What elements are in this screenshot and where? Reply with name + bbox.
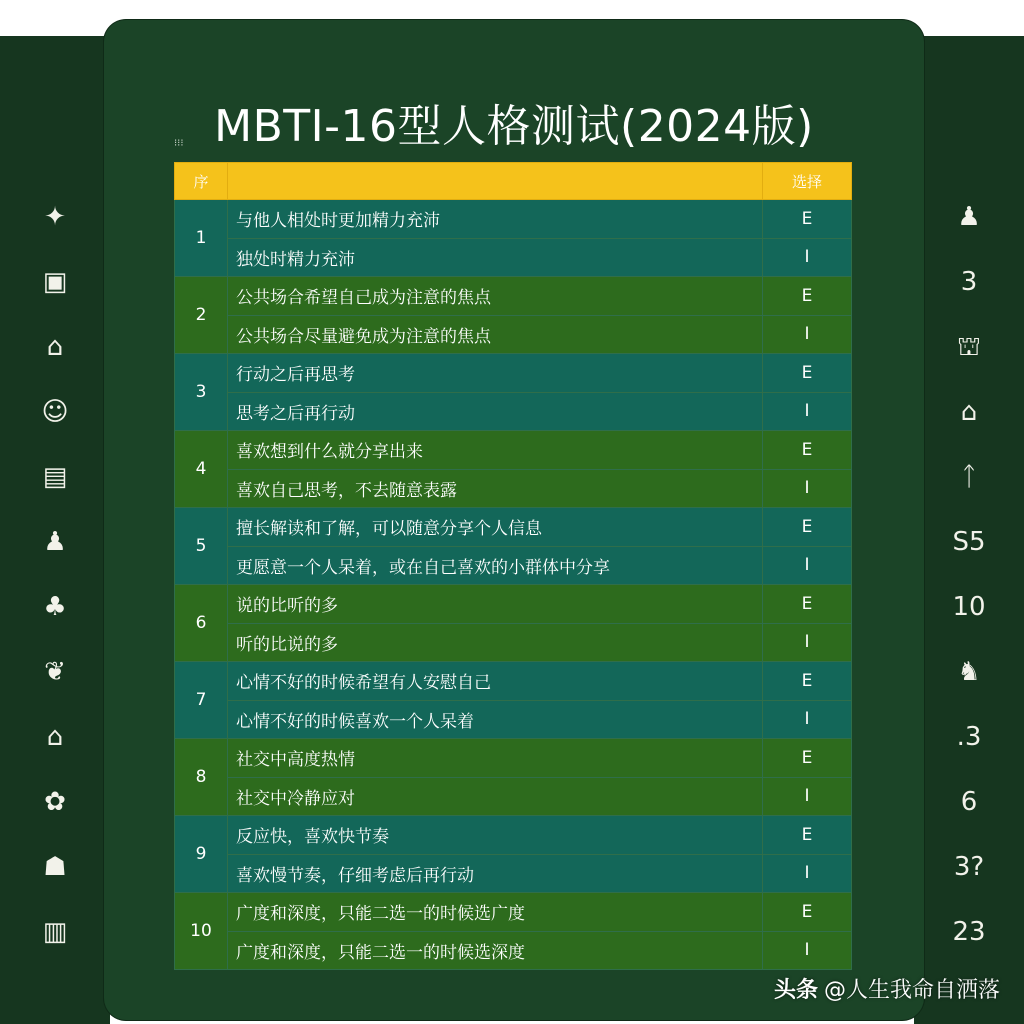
choice-cell[interactable]: E bbox=[763, 508, 852, 547]
icon-glyph: ♞ bbox=[957, 657, 981, 687]
number-icon bbox=[919, 721, 1019, 786]
icon-glyph: 3? bbox=[953, 852, 985, 882]
choice-cell[interactable]: I bbox=[763, 546, 852, 585]
watermark-handle: @人生我命自洒落 bbox=[823, 978, 1000, 1003]
icon-glyph: ▤ bbox=[42, 462, 68, 492]
table-row bbox=[175, 585, 852, 624]
table-row bbox=[175, 854, 852, 893]
table-row bbox=[175, 816, 852, 855]
table-row bbox=[175, 777, 852, 816]
building-icon bbox=[5, 331, 105, 396]
question-text: 思考之后再行动 bbox=[228, 392, 763, 431]
left-icon-strip bbox=[0, 36, 110, 1024]
leaf-icon bbox=[5, 656, 105, 721]
question-text: 更愿意一个人呆着，或在自己喜欢的小群体中分享 bbox=[228, 546, 763, 585]
table-row bbox=[175, 431, 852, 470]
table-row bbox=[175, 893, 852, 932]
choice-cell[interactable]: I bbox=[763, 931, 852, 970]
question-text: 心情不好的时候喜欢一个人呆着 bbox=[228, 700, 763, 739]
question-text: 喜欢慢节奏，仔细考虑后再行动 bbox=[228, 854, 763, 893]
choice-cell[interactable]: E bbox=[763, 200, 852, 239]
icon-glyph: ☗ bbox=[43, 852, 67, 882]
table-header-row bbox=[175, 163, 852, 200]
icon-glyph: ▣ bbox=[42, 267, 68, 297]
header-no: 序 bbox=[175, 163, 228, 200]
icon-glyph: ✿ bbox=[44, 787, 66, 817]
choice-cell[interactable]: E bbox=[763, 816, 852, 855]
choice-cell[interactable]: E bbox=[763, 893, 852, 932]
decor-dots: ⁝⁝⁝ bbox=[174, 138, 184, 149]
question-text: 社交中高度热情 bbox=[228, 739, 763, 778]
question-text: 独处时精力充沛 bbox=[228, 238, 763, 277]
row-number: 4 bbox=[175, 431, 228, 508]
people-icon bbox=[5, 201, 105, 266]
icon-glyph: .3 bbox=[956, 722, 982, 752]
right-icon-strip bbox=[914, 36, 1024, 1024]
question-text: 行动之后再思考 bbox=[228, 354, 763, 393]
question-text: 公共场合尽量避免成为注意的焦点 bbox=[228, 315, 763, 354]
question-text: 擅长解读和了解，可以随意分享个人信息 bbox=[228, 508, 763, 547]
table-row bbox=[175, 662, 852, 701]
row-number: 5 bbox=[175, 508, 228, 585]
number-icon bbox=[919, 526, 1019, 591]
crowd-icon bbox=[919, 656, 1019, 721]
icon-glyph: ☺ bbox=[41, 397, 69, 427]
table-row bbox=[175, 546, 852, 585]
icon-glyph: ♟ bbox=[957, 202, 981, 232]
row-number: 1 bbox=[175, 200, 228, 277]
figure-icon bbox=[919, 461, 1019, 526]
choice-cell[interactable]: I bbox=[763, 623, 852, 662]
icon-glyph: 3 bbox=[960, 267, 978, 297]
row-number: 10 bbox=[175, 893, 228, 970]
row-number: 8 bbox=[175, 739, 228, 816]
icon-glyph: ⌂ bbox=[46, 722, 64, 752]
right-icon-list bbox=[914, 201, 1024, 981]
table-row bbox=[175, 508, 852, 547]
document-icon bbox=[5, 461, 105, 526]
question-text: 喜欢想到什么就分享出来 bbox=[228, 431, 763, 470]
people-icon bbox=[919, 201, 1019, 266]
table-row bbox=[175, 200, 852, 239]
table-row bbox=[175, 700, 852, 739]
choice-cell[interactable]: E bbox=[763, 354, 852, 393]
number-icon bbox=[919, 851, 1019, 916]
runner-icon bbox=[5, 526, 105, 591]
choice-cell[interactable]: E bbox=[763, 585, 852, 624]
choice-cell[interactable]: I bbox=[763, 700, 852, 739]
choice-cell[interactable]: E bbox=[763, 662, 852, 701]
main-panel bbox=[104, 20, 924, 1020]
row-number: 6 bbox=[175, 585, 228, 662]
table-row bbox=[175, 354, 852, 393]
choice-cell[interactable]: I bbox=[763, 854, 852, 893]
table-row bbox=[175, 931, 852, 970]
number-icon bbox=[919, 591, 1019, 656]
table-row bbox=[175, 623, 852, 662]
question-text: 广度和深度，只能二选一的时候选深度 bbox=[228, 931, 763, 970]
question-text: 公共场合希望自己成为注意的焦点 bbox=[228, 277, 763, 316]
table-row bbox=[175, 315, 852, 354]
icon-glyph: S5 bbox=[952, 527, 986, 557]
table-row bbox=[175, 739, 852, 778]
header-question bbox=[228, 163, 763, 200]
tower-icon bbox=[919, 331, 1019, 396]
question-text: 反应快，喜欢快节奏 bbox=[228, 816, 763, 855]
choice-cell[interactable]: I bbox=[763, 392, 852, 431]
arch-icon bbox=[919, 396, 1019, 461]
question-text: 听的比说的多 bbox=[228, 623, 763, 662]
row-number: 9 bbox=[175, 816, 228, 893]
icon-glyph: ♟ bbox=[43, 527, 67, 557]
icon-glyph: ⌂ bbox=[46, 332, 64, 362]
number-icon bbox=[919, 786, 1019, 851]
question-text: 心情不好的时候希望有人安慰自己 bbox=[228, 662, 763, 701]
left-icon-list bbox=[0, 201, 110, 981]
choice-cell[interactable]: I bbox=[763, 469, 852, 508]
figure-icon bbox=[5, 396, 105, 461]
table-body bbox=[175, 200, 852, 970]
flower-icon bbox=[5, 786, 105, 851]
number-icon bbox=[919, 266, 1019, 331]
question-text: 说的比听的多 bbox=[228, 585, 763, 624]
row-number: 7 bbox=[175, 662, 228, 739]
table-row bbox=[175, 392, 852, 431]
question-table bbox=[174, 162, 852, 970]
watermark-brand: 头条 bbox=[773, 978, 818, 1003]
row-number: 2 bbox=[175, 277, 228, 354]
icon-glyph: 10 bbox=[952, 592, 986, 622]
choice-cell[interactable]: I bbox=[763, 238, 852, 277]
icon-glyph: ᛏ bbox=[961, 462, 977, 492]
temple-icon bbox=[5, 916, 105, 981]
number-icon bbox=[919, 916, 1019, 981]
choice-cell[interactable]: E bbox=[763, 277, 852, 316]
crowd-icon bbox=[5, 851, 105, 916]
table-row bbox=[175, 277, 852, 316]
question-text: 社交中冷静应对 bbox=[228, 777, 763, 816]
cup-icon bbox=[5, 591, 105, 656]
header-pick: 选择 bbox=[763, 163, 852, 200]
table-row bbox=[175, 469, 852, 508]
icon-glyph: ♣ bbox=[43, 592, 67, 622]
house-icon bbox=[5, 721, 105, 786]
icon-glyph: ⌂ bbox=[960, 397, 978, 427]
choice-cell[interactable]: E bbox=[763, 431, 852, 470]
watermark bbox=[774, 973, 1000, 1004]
icon-glyph: ▥ bbox=[42, 917, 68, 947]
choice-cell[interactable]: I bbox=[763, 777, 852, 816]
question-text: 喜欢自己思考，不去随意表露 bbox=[228, 469, 763, 508]
group-icon bbox=[5, 266, 105, 331]
table-row bbox=[175, 238, 852, 277]
icon-glyph: ⛫ bbox=[957, 332, 981, 362]
icon-glyph: 6 bbox=[960, 787, 978, 817]
page-title: MBTI-16型人格测试(2024版) bbox=[214, 101, 814, 152]
question-text: 广度和深度，只能二选一的时候选广度 bbox=[228, 893, 763, 932]
icon-glyph: 23 bbox=[952, 917, 986, 947]
icon-glyph: ❦ bbox=[44, 657, 66, 687]
choice-cell[interactable]: E bbox=[763, 739, 852, 778]
choice-cell[interactable]: I bbox=[763, 315, 852, 354]
icon-glyph: ✦ bbox=[44, 202, 66, 232]
question-text: 与他人相处时更加精力充沛 bbox=[228, 200, 763, 239]
row-number: 3 bbox=[175, 354, 228, 431]
